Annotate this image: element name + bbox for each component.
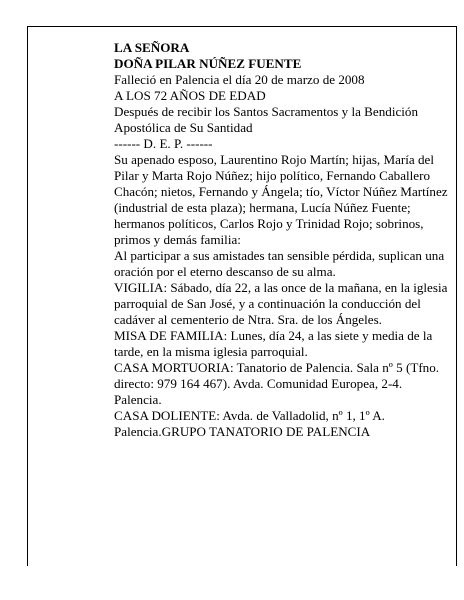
mortuary-paragraph: CASA MORTUORIA: Tanatorio de Palencia. Sala nº 5 (Tfno. directo: 979 164 467). Avda. Comunidad Europea, 2-4. Palencia. — [114, 360, 440, 407]
frame-top-border — [27, 26, 457, 27]
deceased-name: DOÑA PILAR NÚÑEZ FUENTE — [114, 56, 302, 71]
sacraments-line: Después de recibir los Santos Sacramentos y la Bendición Apostólica de Su Santidad — [114, 104, 418, 135]
age-line: A LOS 72 AÑOS DE EDAD — [114, 88, 266, 103]
frame-right-border — [456, 26, 457, 566]
obituary-text — [114, 40, 450, 440]
mass-paragraph: MISA DE FAMILIA: Lunes, día 24, a las siete y media de la tarde, en la misma iglesia parroquial. — [114, 328, 433, 359]
death-date-line: Falleció en Palencia el día 20 de marzo de 2008 — [114, 72, 365, 87]
frame-left-border — [27, 26, 28, 566]
home-paragraph: CASA DOLIENTE: Avda. de Valladolid, nº 1, 1º A. Palencia.GRUPO TANATORIO DE PALENCIA — [114, 408, 385, 439]
dep-line: ------ D. E. P. ------ — [114, 136, 213, 151]
vigil-paragraph: VIGILIA: Sábado, día 22, a las once de la mañana, en la iglesia parroquial de San José, y a continuación la conducción del cadáver al cementerio de Ntra. Sra. de los Ángeles. — [114, 280, 448, 327]
family-paragraph: Su apenado esposo, Laurentino Rojo Martín; hijas, María del Pilar y Marta Rojo Núñez; hijo político, Fernando Caballero Chacón; nietos, Fernando y Ángela; tío, Víctor Núñez Martínez (industrial de esta plaza); hermana, Lucía Núñez Fuente; hermanos políticos, Carlos Rojo y Trinidad Rojo; sobrinos, primos y demás familia: — [114, 152, 448, 247]
prayer-paragraph: Al participar a sus amistades tan sensible pérdida, suplican una oración por el eterno descanso de su alma. — [114, 248, 445, 279]
title-line: LA SEÑORA — [114, 40, 190, 55]
